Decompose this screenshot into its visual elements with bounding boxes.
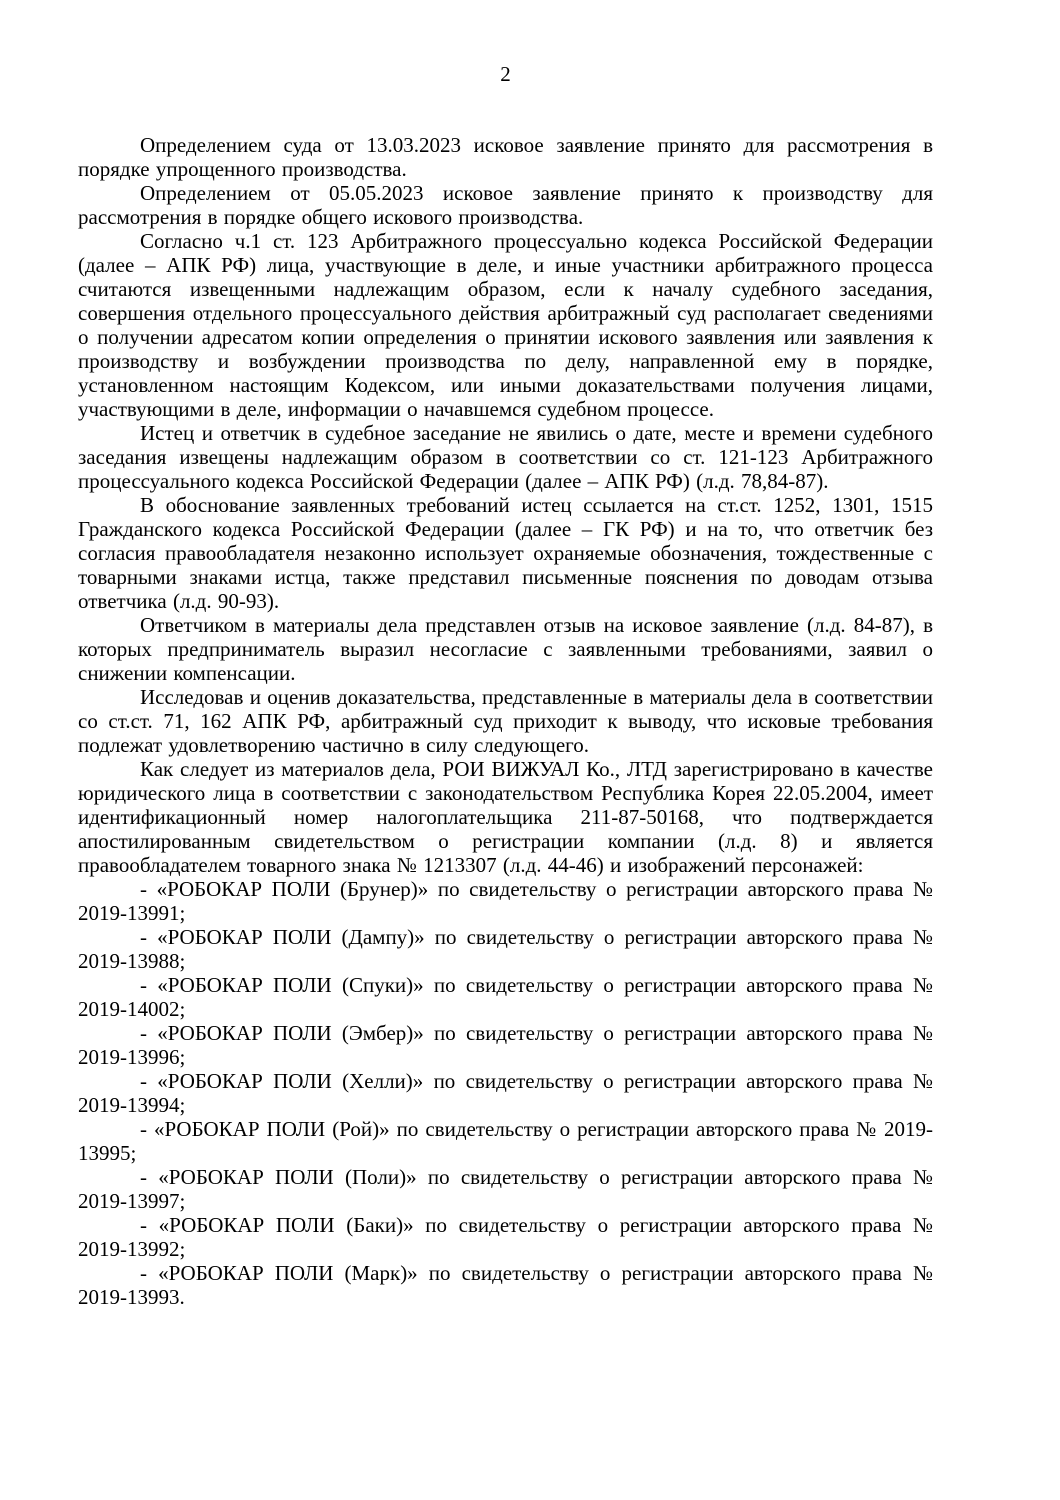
list-item-spuki: - «РОБОКАР ПОЛИ (Спуки)» по свидетельству о регистрации авторского права № 2019-14002;	[78, 973, 933, 1021]
list-item-mark: - «РОБОКАР ПОЛИ (Марк)» по свидетельству о регистрации авторского права № 2019-13993.	[78, 1261, 933, 1309]
list-item-helli: - «РОБОКАР ПОЛИ (Хелли)» по свидетельству о регистрации авторского права № 2019-13994;	[78, 1069, 933, 1117]
paragraph-ruling-05-05-2023: Определением от 05.05.2023 исковое заявление принято к производству для рассмотрения в порядке общего искового производства.	[78, 181, 933, 229]
list-item-poli: - «РОБОКАР ПОЛИ (Поли)» по свидетельству о регистрации авторского права № 2019-13997;	[78, 1165, 933, 1213]
list-item-baki: - «РОБОКАР ПОЛИ (Баки)» по свидетельству о регистрации авторского права № 2019-13992;	[78, 1213, 933, 1261]
paragraph-court-conclusion: Исследовав и оценив доказательства, представленные в материалы дела в соответствии со ст.ст. 71, 162 АПК РФ, арбитражный суд приходит к выводу, что исковые требования подлежат удовлетворению частично в силу следующего.	[78, 685, 933, 757]
paragraph-apk-article-123: Согласно ч.1 ст. 123 Арбитражного процессуально кодекса Российской Федерации (далее – АПК РФ) лица, участвующие в деле, и иные участники арбитражного процесса считаются извещенными надлежащим образом, если к началу судебного заседания, совершения отдельного процессуального действия арбитражный суд располагает сведениями о получении адресатом копии определения о принятии искового заявления или заявления к производству и возбуждении производства по делу, направленной ему в порядке, установленном настоящим Кодексом, или иными доказательствами получения лицами, участвующими в деле, информации о начавшемся судебном процессе.	[78, 229, 933, 421]
list-item-roy: - «РОБОКАР ПОЛИ (Рой)» по свидетельству о регистрации авторского права № 2019-13995;	[78, 1117, 933, 1165]
paragraph-defendant-reply: Ответчиком в материалы дела представлен отзыв на исковое заявление (л.д. 84-87), в которых предприниматель выразил несогласие с заявленными требованиями, заявил о снижении компенсации.	[78, 613, 933, 685]
list-item-ember: - «РОБОКАР ПОЛИ (Эмбер)» по свидетельству о регистрации авторского права № 2019-13996;	[78, 1021, 933, 1069]
paragraph-claim-grounds: В обоснование заявленных требований истец ссылается на ст.ст. 1252, 1301, 1515 Гражданского кодекса Российской Федерации (далее – ГК РФ) и на то, что ответчик без согласия правообладателя незаконно использует охраняемые обозначения, тождественные с товарными знаками истца, также представил письменные пояснения по доводам отзыва ответчика (л.д. 90-93).	[78, 493, 933, 613]
list-item-dampu: - «РОБОКАР ПОЛИ (Дампу)» по свидетельству о регистрации авторского права № 2019-13988;	[78, 925, 933, 973]
paragraph-parties-notified: Истец и ответчик в судебное заседание не явились о дате, месте и времени судебного заседания извещены надлежащим образом в соответствии со ст. 121-123 Арбитражного процессуального кодекса Российской Федерации (далее – АПК РФ) (л.д. 78,84-87).	[78, 421, 933, 493]
paragraph-ruling-13-03-2023: Определением суда от 13.03.2023 исковое заявление принято для рассмотрения в порядке упрощенного производства.	[78, 133, 933, 181]
paragraph-roi-visual-facts: Как следует из материалов дела, РОИ ВИЖУАЛ Ко., ЛТД зарегистрировано в качестве юридического лица в соответствии с законодательством Республика Корея 22.05.2004, имеет идентификационный номер налогоплательщика 211-87-50168, что подтверждается апостилированным свидетельством о регистрации компании (л.д. 8) и является правообладателем товарного знака № 1213307 (л.д. 44-46) и изображений персонажей:	[78, 757, 933, 877]
document-body	[78, 133, 933, 1309]
page-number: 2	[500, 62, 511, 86]
list-item-bruner: - «РОБОКАР ПОЛИ (Брунер)» по свидетельству о регистрации авторского права № 2019-13991;	[78, 877, 933, 925]
